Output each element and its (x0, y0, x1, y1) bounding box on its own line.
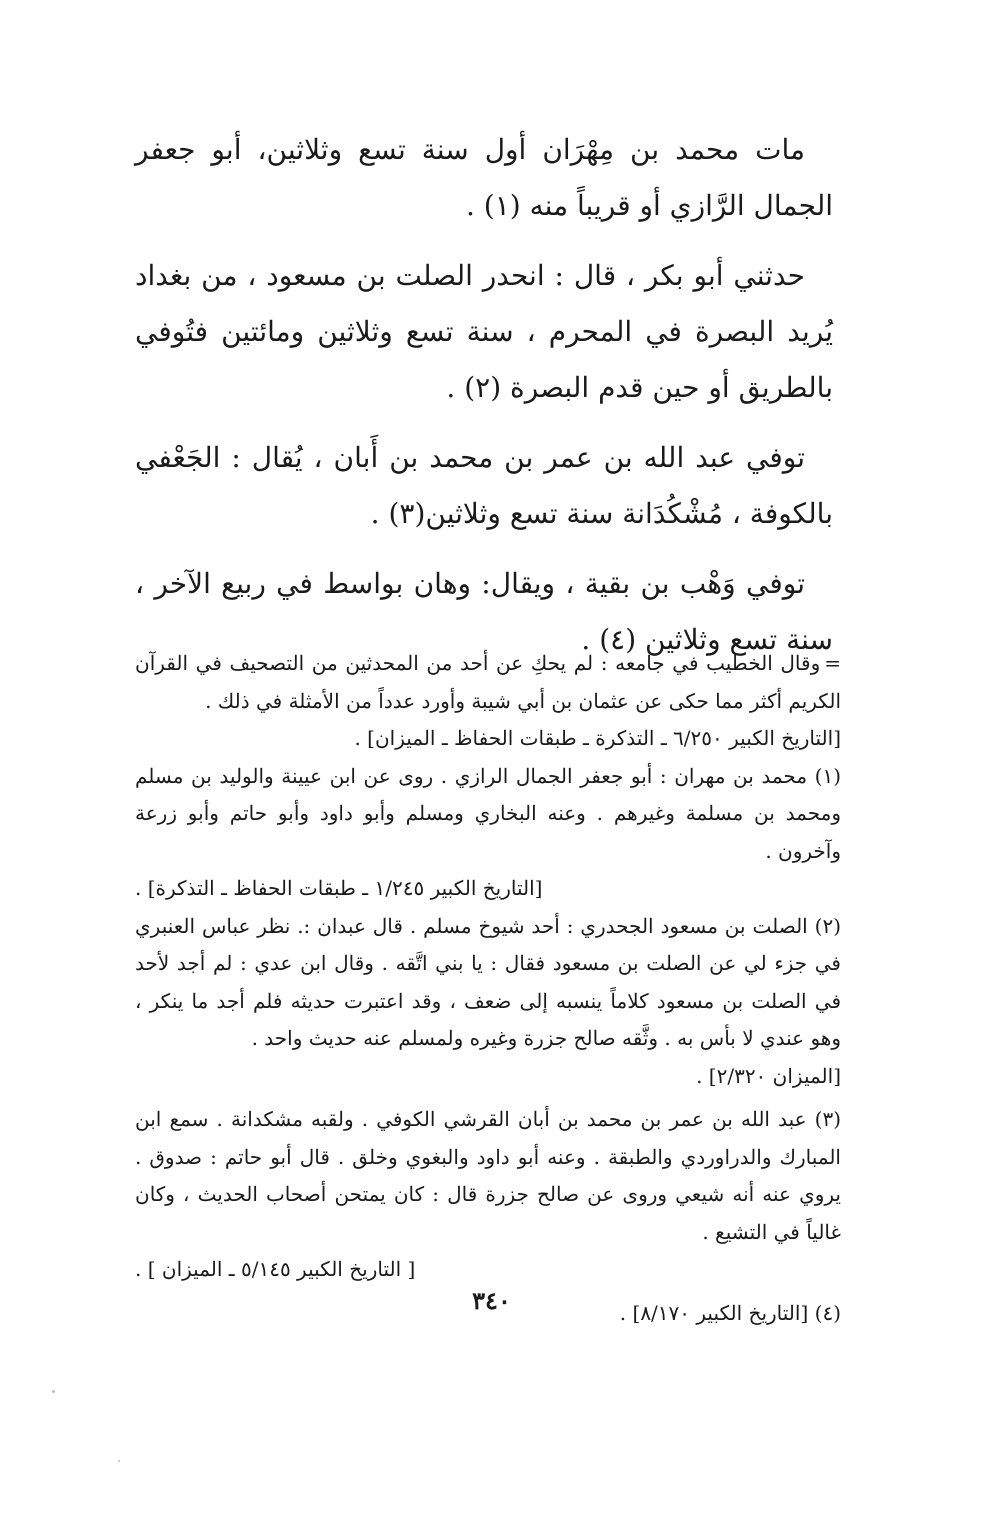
footnote-2-ref: [الميزان ٢/٣٢٠] . (696, 1063, 841, 1088)
footnote-continuation-text: وقال الخطيب في جامعه : لم يحكِ عن أحد من المحدثين من التصحيف في القرآن الكريم أكثر مما حكى عن عثمان بن أبي شيبة وأورد عدداً من الأمثلة في ذلك . (135, 651, 841, 713)
footnotes-section (135, 645, 841, 1332)
footnote-2 (135, 908, 841, 1058)
footnote-continuation-ref: [التاريخ الكبير ٦/٢٥٠ ـ التذكرة ـ طبقات الحفاظ ـ الميزان] . (354, 726, 841, 750)
paragraph-abdullah-ibn-umar: توفي عبد الله بن عمر بن محمد بن أَبان ، يُقال : الجَعْفي بالكوفة ، مُشْكُدَانة سنة تسع وثلاثين(٣) . (135, 441, 833, 530)
footnote-3-text: (٣) عبد الله بن عمر بن محمد بن أبان القرشي الكوفي . ولقبه مشكدانة . سمع ابن المبارك والدراوردي والطبقة . وعنه أبو داود والبغوي وخلق . قال أبو حاتم : صدوق . يروي عنه أنه شيعي وروى عن صالح جزرة قال : كان يمتحن أصحاب الحديث ، وكان غالياً في التشيع . (135, 1107, 841, 1244)
footnote-3-ref: [ التاريخ الكبير ٥/١٤٥ ـ الميزان ] . (135, 1257, 416, 1281)
page-number: ٣٤٠ (472, 1286, 511, 1315)
continuation-mark: = (824, 651, 841, 675)
footnote-continuation (135, 645, 841, 720)
paragraph-wahb-ibn-baqiyya: توفي وَهْب بن بقية ، ويقال: وهان بواسط في ربيع الآخر ، سنة تسع وثلاثين (٤) . (135, 567, 833, 656)
footnote-1 (135, 758, 841, 908)
scan-speck (118, 1460, 120, 1462)
scan-speck (52, 1390, 55, 1393)
main-text (135, 122, 833, 682)
paragraph-muhammad-ibn-mihran: مات محمد بن مِهْرَان أول سنة تسع وثلاثين، أبو جعفر الجمال الرَّازي أو قريباً منه (١) . (135, 133, 833, 222)
footnote-3 (135, 1101, 841, 1289)
footnote-2-text: (٢) الصلت بن مسعود الجحدري : أحد شيوخ مسلم . قال عبدان :. نظر عباس العنبري في جزء لي عن الصلت بن مسعود فقال : يا بني اتَّقه . وقال ابن عدي : لم أجد لأحد في الصلت بن مسعود كلاماً ينسبه إلى ضعف ، وقد اعتبرت حديثه فلم أجد ما ينكر ، وهو عندي لا بأس به . وثَّقه صالح جزرة وغيره ولمسلم عنه حديث واحد . (135, 913, 841, 1050)
footnote-1-ref: [التاريخ الكبير ١/٢٤٥ ـ طبقات الحفاظ ـ التذكرة] . (135, 876, 543, 900)
footnote-4: (٤) [التاريخ الكبير ٨/١٧٠] . (619, 1300, 841, 1325)
footnote-1-text: (١) محمد بن مهران : أبو جعفر الجمال الرازي . روى عن ابن عيينة والوليد بن مسلم ومحمد بن مسلمة وغيرهم . وعنه البخاري ومسلم وأبو داود وأبو حاتم وأبو زرعة وآخرون . (135, 763, 841, 863)
paragraph-salt-ibn-masud: حدثني أبو بكر ، قال : انحدر الصلت بن مسعود ، من بغداد يُريد البصرة في المحرم ، سنة تسع وثلاثين ومائتين فتُوفي بالطريق أو حين قدم البصرة (٢) . (135, 259, 833, 404)
